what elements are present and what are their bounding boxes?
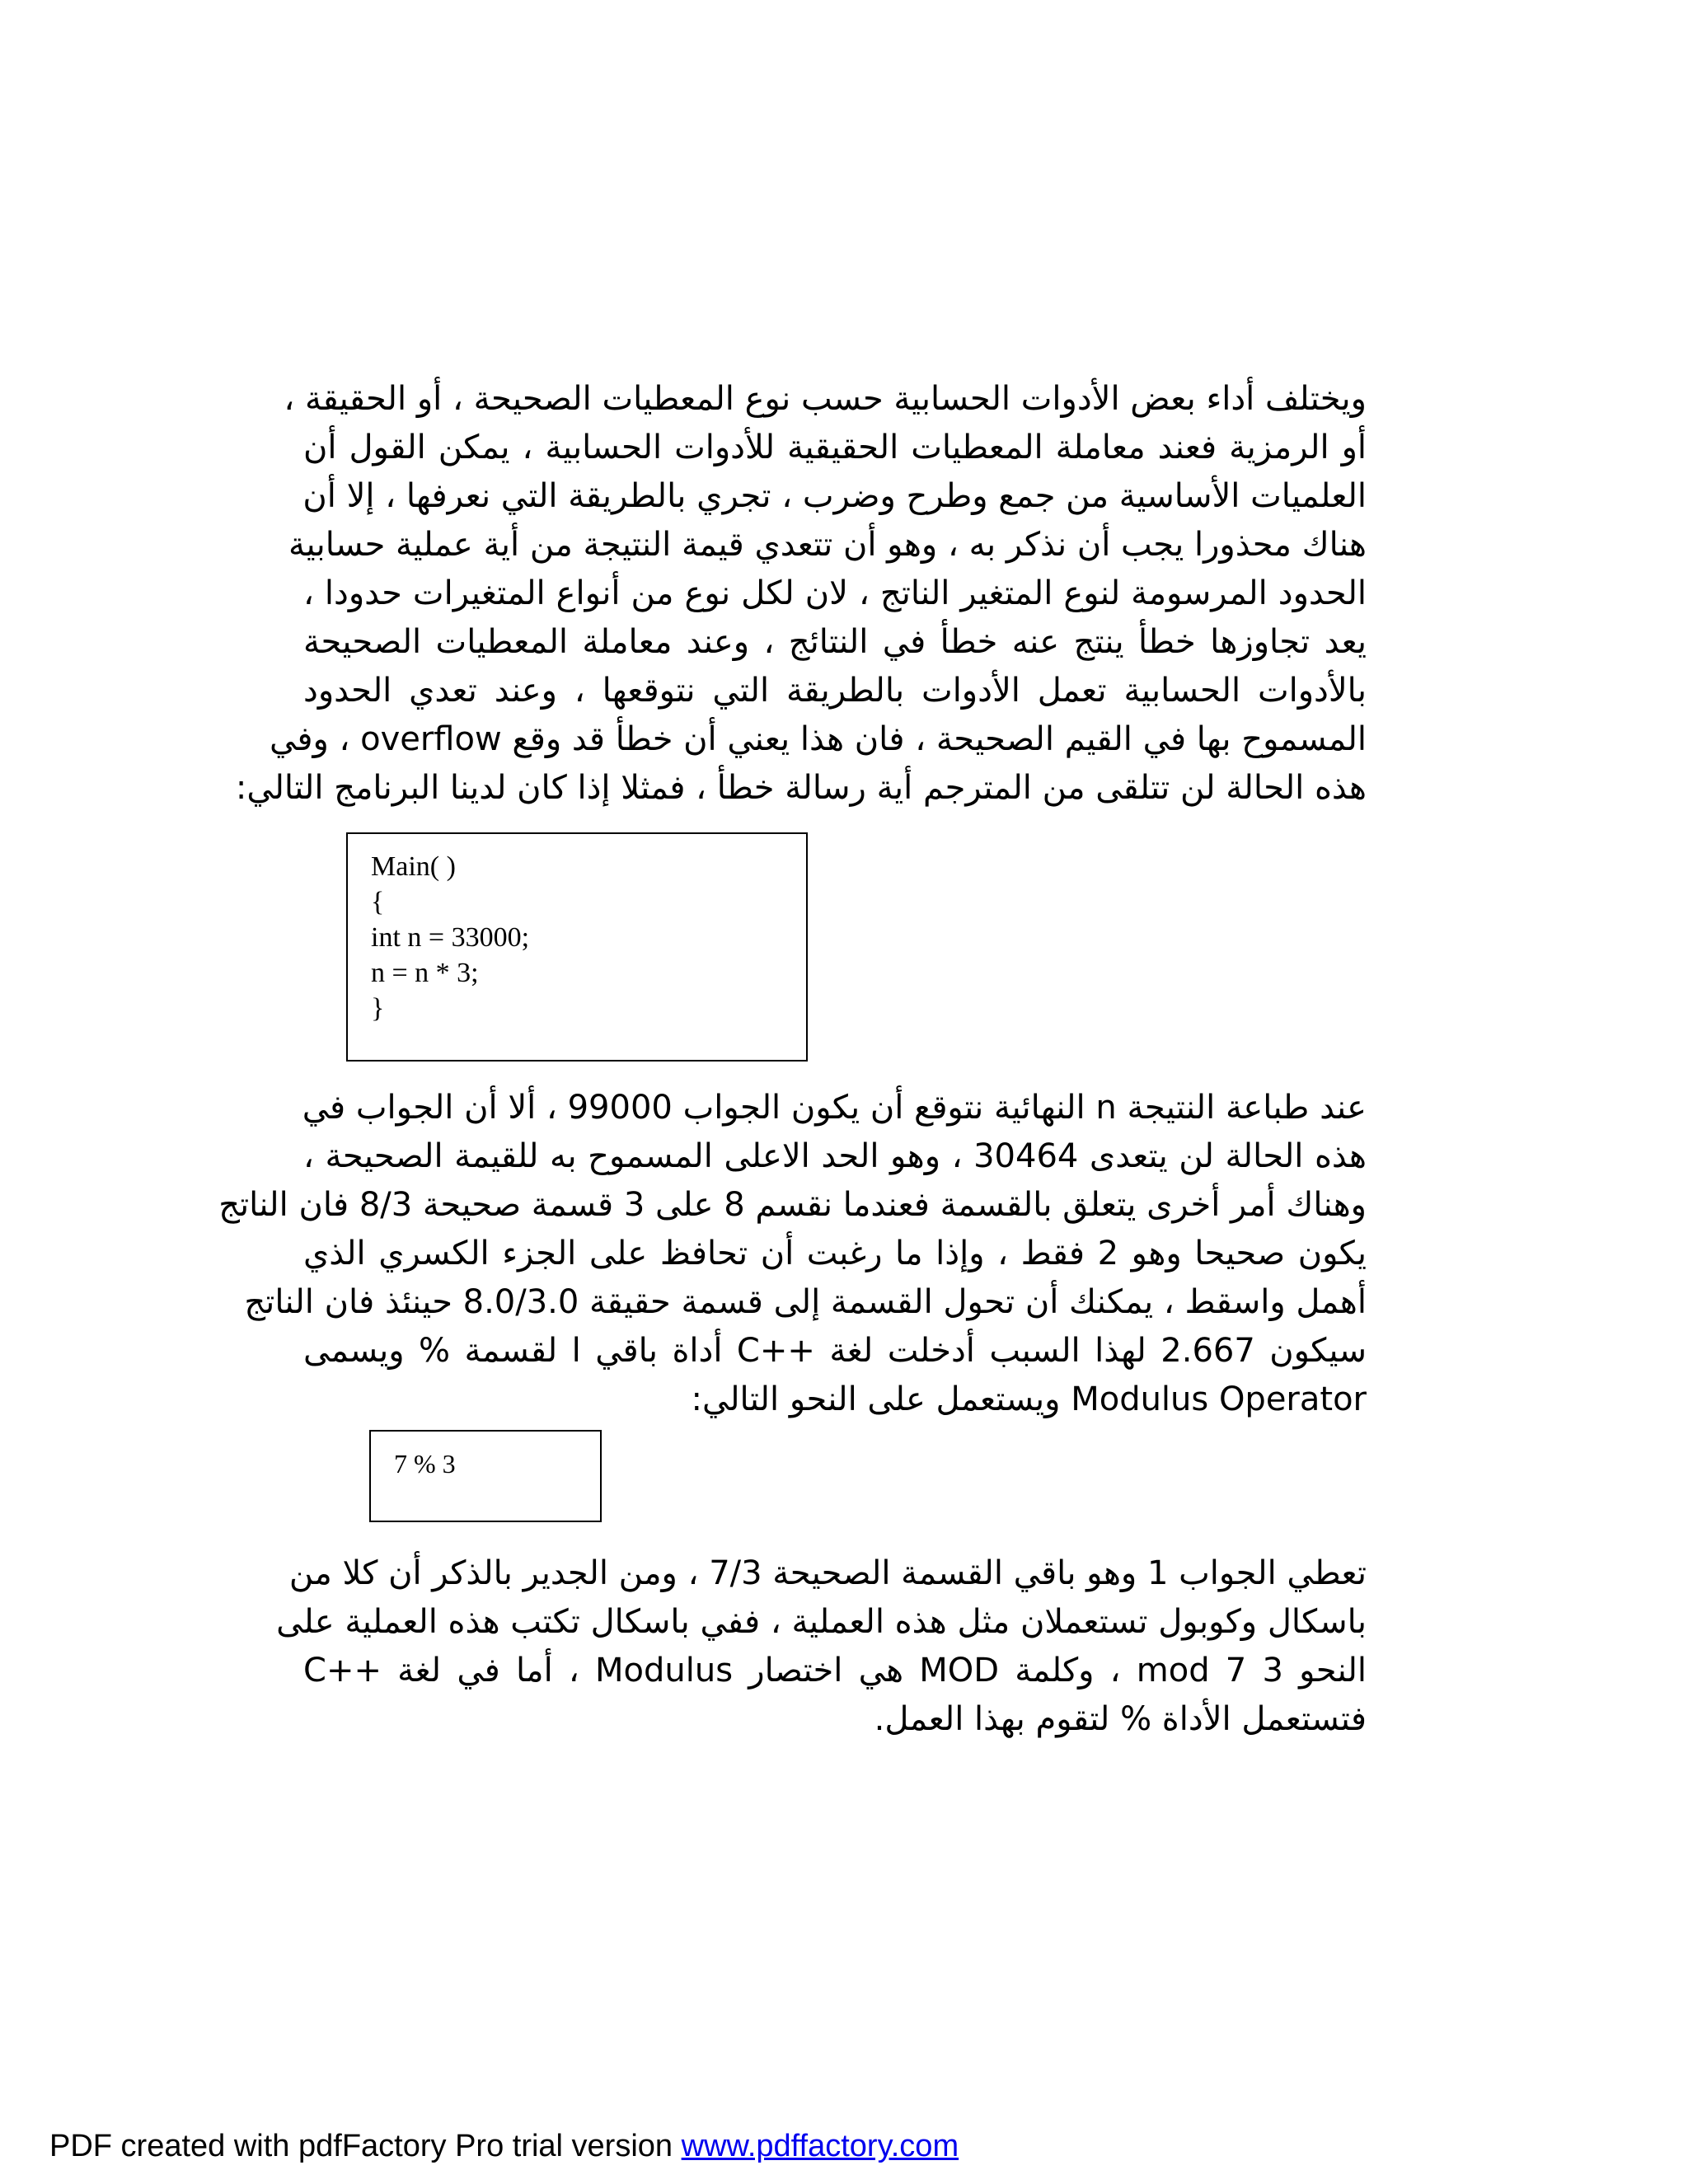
paragraph-modulus-explanation	[276, 1549, 1367, 1744]
code-line: Main( )	[371, 851, 456, 882]
text-line: يعد تجاوزها خطأ ينتج عنه خطأ في النتائج ، وعند معاملة المعطيات الصحيحة	[303, 623, 1367, 661]
text-line: باسكال وكوبول تستعملان مثل هذه العملية ، ففي باسكال تكتب هذه العملية على	[276, 1603, 1367, 1641]
paragraph-overflow-intro	[235, 375, 1367, 813]
footer-text: PDF created with pdfFactory Pro trial version	[49, 2129, 682, 2163]
text-line: يكون صحيحا وهو 2 فقط ، وإذا ما رغبت أن تحافظ على الجزء الكسري الذي	[303, 1235, 1367, 1272]
code-line: 7 % 3	[394, 1449, 456, 1479]
text-line: هذه الحالة لن يتعدى 30464 ، وهو الحد الاعلى المسموح به للقيمة الصحيحة ،	[303, 1137, 1367, 1175]
text-line: أهمل واسقط ، يمكنك أن تحول القسمة إلى قسمة حقيقة 8.0/3.0 حينئذ فان الناتج	[244, 1283, 1367, 1321]
code-example-overflow	[346, 832, 808, 1062]
text-line: وهناك أمر أخرى يتعلق بالقسمة فعندما نقسم 8 على 3 قسمة صحيحة 8/3 فان الناتج	[218, 1186, 1367, 1224]
pdf-footer-note	[49, 2129, 959, 2164]
text-line: Modulus Operator ويستعمل على النحو التالي:	[691, 1380, 1367, 1418]
code-line: {	[371, 887, 385, 917]
code-line: n = n * 3;	[371, 958, 479, 988]
text-line: بالأدوات الحسابية تعمل الأدوات بالطريقة التي نتوقعها ، وعند تعدي الحدود	[303, 672, 1367, 710]
text-line: هناك محذورا يجب أن نذكر به ، وهو أن تتعدي قيمة النتيجة من أية عملية حسابية	[288, 526, 1367, 564]
text-line: النحو 3 mod 7 ، وكلمة MOD هي اختصار Modulus ، أما في لغة ++C	[303, 1652, 1367, 1690]
footer-link[interactable]: www.pdffactory.com	[681, 2129, 959, 2163]
text-line: أو الرمزية فعند معاملة المعطيات الحقيقية للأدوات الحسابية ، يمكن القول أن	[303, 429, 1367, 466]
text-line: فتستعمل الأداة % لتقوم بهذا العمل.	[874, 1700, 1367, 1738]
text-line: المسموح بها في القيم الصحيحة ، فان هذا يعني أن خطأ قد وقع overflow ، وفي	[269, 720, 1367, 758]
text-line: الحدود المرسومة لنوع المتغير الناتج ، لان لكل نوع من أنواع المتغيرات حدودا ،	[303, 574, 1367, 612]
text-line: ويختلف أداء بعض الأدوات الحسابية حسب نوع المعطيات الصحيحة ، أو الحقيقة ،	[284, 380, 1367, 418]
paragraph-division-modulus	[218, 1084, 1367, 1424]
text-line: العلميات الأساسية من جمع وطرح وضرب ، تجري بالطريقة التي نعرفها ، إلا أن	[302, 477, 1367, 515]
text-line: هذه الحالة لن تتلقى من المترجم أية رسالة خطأ ، فمثلا إذا كان لدينا البرنامج التالي:	[235, 769, 1367, 807]
text-line: عند طباعة النتيجة n النهائية نتوقع أن يكون الجواب 99000 ، ألا أن الجواب في	[302, 1089, 1367, 1127]
code-line: int n = 33000;	[371, 922, 530, 953]
code-example-modulus	[369, 1430, 602, 1522]
code-line: }	[371, 993, 385, 1024]
text-line: تعطي الجواب 1 وهو باقي القسمة الصحيحة 7/3 ، ومن الجدير بالذكر أن كلا من	[288, 1554, 1367, 1592]
text-line: سيكون 2.667 لهذا السبب أدخلت لغة ++C أداة باقي ا لقسمة % ويسمى	[303, 1332, 1367, 1370]
